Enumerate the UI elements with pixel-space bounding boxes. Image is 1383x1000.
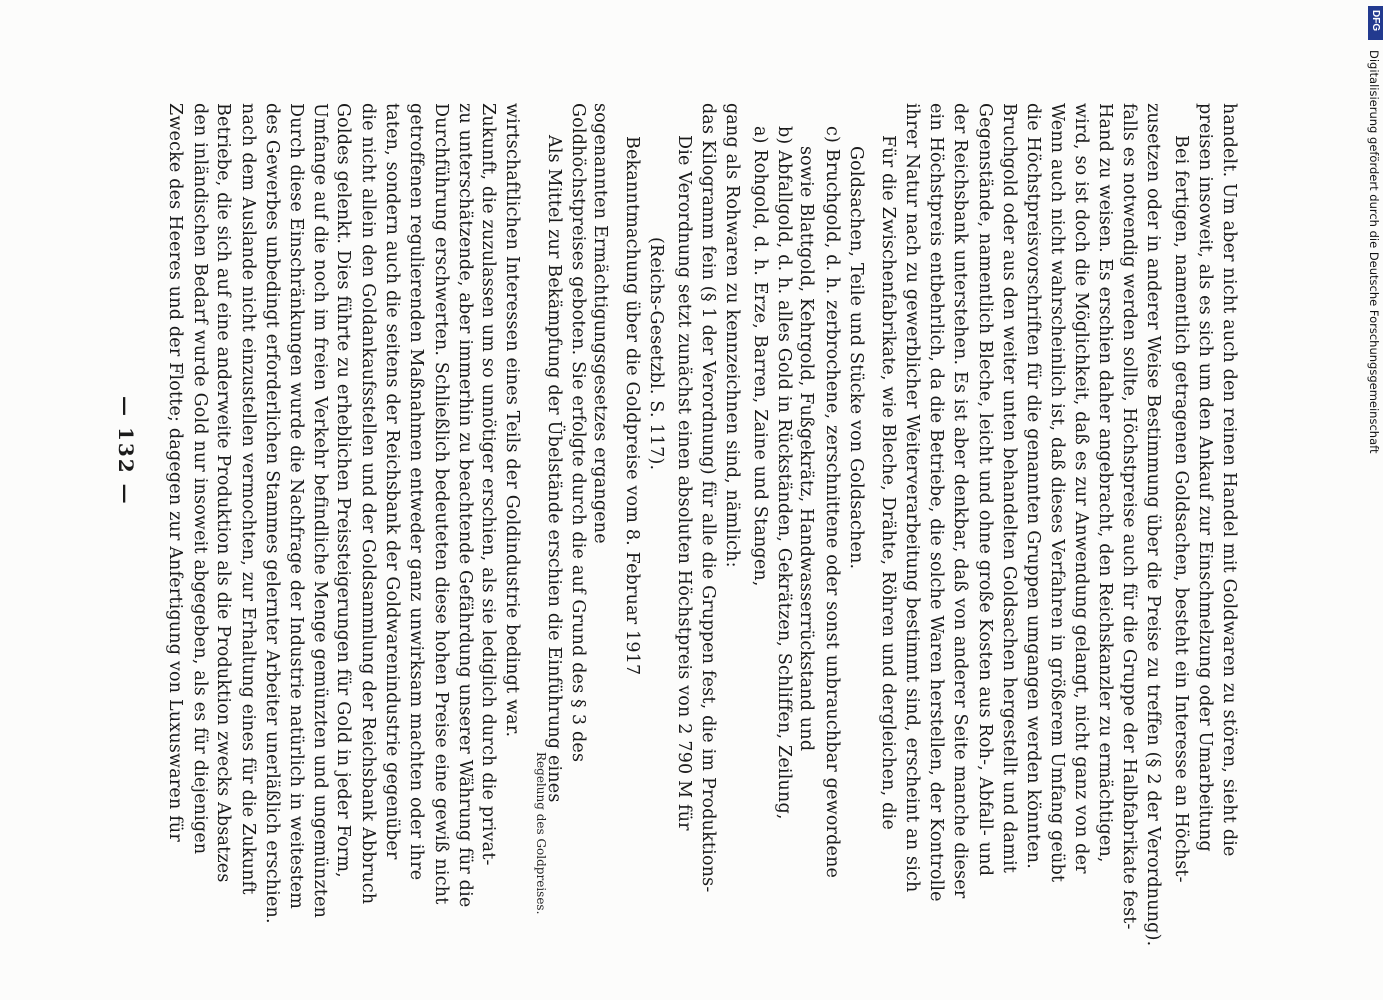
text-line: Die Verordnung setzt zunächst einen absoluten Höchstpreis von 2 790 M für — [674, 135, 694, 831]
text-line: taten, sondern auch die seitens der Reichsbank der Goldwarenindustrie gegenüber — [382, 103, 402, 860]
margin-note: Regelung des Goldpreises. — [534, 752, 548, 915]
text-line: zu unterschätzende, aber immerhin zu beachtende Gefährdung unserer Währung für die — [455, 103, 475, 908]
text-line: Goldsachen, Teile und Stücke von Goldsachen. — [846, 146, 866, 570]
text-line: wird, so ist doch die Möglichkeit, daß es zur Anwendung gelangt, nicht ganz von der — [1071, 103, 1091, 874]
text-line: Goldes gelenkt. Dies führte zu erheblichen Preissteigerungen für Gold in jeder Form, — [333, 103, 353, 878]
text-line: ein Höchstpreis entbehrlich, da die Betriebe, die solche Waren herstellen, der Kontrolle — [926, 103, 946, 902]
text-line: sogenannten Ermächtigungsgesetzes ergangene — [590, 103, 610, 544]
text-line: Als Mittel zur Bekämpfung der Übelstände erschien die Einführung eines — [544, 135, 564, 803]
text-line: die Höchstpreisvorschriften für die genannten Gruppen umgangen werden könnten. — [1023, 103, 1043, 869]
dfg-logo: DFG — [1368, 6, 1383, 40]
text-line: Betriebe, die sich auf eine anderweite Produktion als die Produktion zwecks Absatzes — [213, 103, 233, 883]
text-line: gang als Rohwaren zu kennzeichnen sind, nämlich: — [722, 103, 742, 568]
text-line: zusetzen oder in anderer Weise Bestimmung über die Preise zu treffen (§ 2 der Verordnung). — [1143, 103, 1163, 947]
text-line: ihrer Natur nach zu gewerblicher Weiterverarbeitung bestimmt sind, erscheint an sich — [902, 103, 922, 893]
text-line: nach dem Auslande nicht einzustellen vermochten, zur Erhaltung eines für die Zukunft — [238, 103, 258, 895]
text-line: a) Rohgold, d. h. Erze, Barren, Zaine und Stangen, — [750, 126, 770, 587]
text-line: Umfange auf die noch im freien Verkehr befindliche Menge gemünzten und ungemünzten — [310, 103, 330, 919]
digitization-credit: Digitalisierung gefördert durch die Deutsche Forschungsgemeinschaft — [1367, 50, 1381, 454]
text-line: (Reichs-Gesetzbl. S. 117). — [646, 237, 666, 471]
text-line: der Reichsbank unterstehen. Es ist aber denkbar, daß von anderer Seite manche dieser — [950, 103, 970, 899]
text-line: Zwecke des Heeres und der Flotte; dagegen zur Anfertigung von Luxuswaren für — [165, 103, 185, 842]
text-line: preisen insoweit, als es sich um den Ankauf zur Einschmelzung oder Umarbeitung — [1195, 103, 1215, 852]
text-line: Goldhöchstpreises geboten. Sie erfolgte durch die auf Grund des § 3 des — [568, 103, 588, 763]
text-line: Zukunft, die zuzulassen um so unnötiger erschien, als sie lediglich durch die privat- — [478, 103, 498, 866]
text-line: sowie Blattgold, Kehrgold, Fußgekrätz, Handwasserrückstand und — [796, 146, 816, 752]
text-line: Bruchgold oder aus den weiter unten behandelten Goldsachen hergestellt und damit — [999, 103, 1019, 874]
text-line: Wenn auch nicht wahrscheinlich ist, daß dieses Verfahren in größerem Umfang geübt — [1047, 103, 1067, 883]
text-line: handelt. Um aber nicht auch den reinen Handel mit Goldwaren zu stören, sieht die — [1219, 103, 1239, 857]
text-line: Durchführung erschwerten. Schließlich bedeuteten diese hohen Preise eine gewiß nicht — [431, 103, 451, 905]
text-line: das Kilogramm fein (§ 1 der Verordnung) für alle die Gruppen fest, die im Produktions- — [698, 103, 718, 893]
text-line: b) Abfallgold, d. h. alles Gold in Rückständen, Gekrätzen, Schliffen, Zeilung, — [774, 126, 794, 820]
text-line: Durch diese Einschränkungen wurde die Nachfrage der Industrie natürlich in weitestem — [286, 103, 306, 910]
page-number: — 132 — — [114, 396, 138, 506]
text-line: falls es notwendig werden sollte, Höchstpreise auch für die Gruppe der Halbfabrikate fest- — [1119, 103, 1139, 930]
text-line: Für die Zwischenfabrikate, wie Bleche, Drähte, Röhren und dergleichen, die — [878, 135, 898, 830]
text-line: Hand zu weisen. Es erschien daher angebracht, den Reichskanzler zu ermächtigen, — [1095, 103, 1115, 863]
text-line: wirtschaftlichen Interessen eines Teils der Goldindustrie bedingt war. — [502, 103, 522, 738]
text-line: Bei fertigen, namentlich getragenen Goldsachen, besteht ein Interesse an Höchst- — [1171, 135, 1191, 883]
text-line: Bekanntmachung über die Goldpreise vom 8. Februar 1917 — [622, 136, 642, 676]
text-line: Gegenstände, namentlich Bleche, leicht und ohne große Kosten aus Roh-, Abfall- und — [975, 103, 995, 877]
text-line: die nicht allein den Goldankaufsstellen und der Goldsammlung der Reichsbank Abbruch — [358, 103, 378, 905]
text-line: c) Bruchgold, d. h. zerbrochene, zerschnittene oder sonst unbrauchbar gewordene — [822, 126, 842, 879]
text-line: den inländischen Bedarf wurde Gold nur insoweit abgegeben, als es für diejenigen — [190, 103, 210, 855]
text-line: des Gewerbes unbedingt erforderlichen Stammes gelernter Arbeiter unerläßlich erschien. — [262, 103, 282, 924]
text-line: getroffenen regulierenden Maßnahmen entweder ganz unwirksam machten oder ihre — [406, 103, 426, 881]
